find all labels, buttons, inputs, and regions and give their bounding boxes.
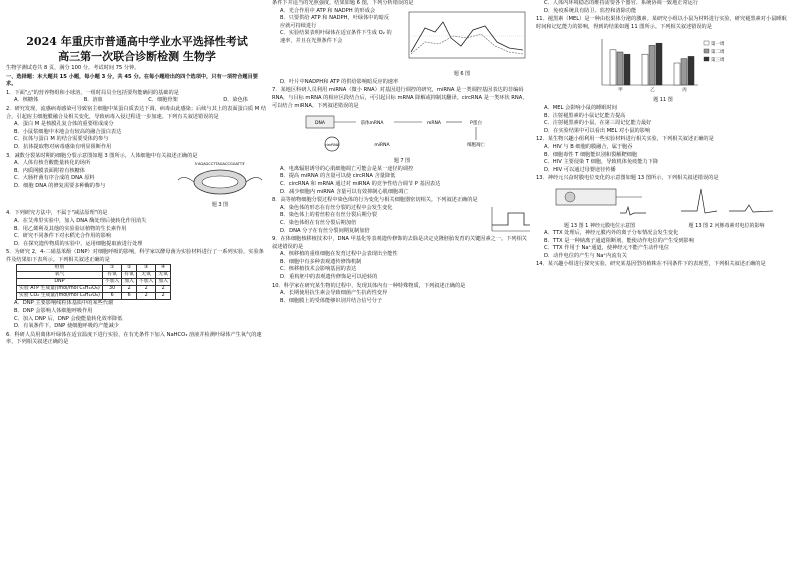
option: A．DNP 主要影响线粒体基质中的某些代谢 [14,300,114,307]
legend-label: 第三周 [711,58,725,64]
option: D．染色体 [223,97,248,104]
table-header: ② [122,265,137,272]
figure-13-1-caption: 题 13 图 1 神经元膜电位示意图 [564,222,635,229]
option: D．抗体提取物对病毒感染有明显阻断作用 [14,143,112,150]
option: A．蛋白 M 是核膜孔复合体的重要组成成分 [14,121,114,128]
option: C．染色体组在有丝分裂后期加倍 [280,219,357,226]
figure-7 [272,112,532,156]
table-cell: 无氧 [156,272,171,279]
question-6-block [272,8,532,79]
table-row [17,279,171,286]
table-row [17,293,171,300]
figure-3 [172,160,268,209]
option: D．免疫系统具有防卫、监控和清除功能 [544,7,637,14]
question-2: 2．研究发现，流感病毒感染可导致宿主细胞中某蛋白质表达下调，病毒由此感染；后续与其上的表面蛋白质 M 结合，引起宿主细胞膜融合及相关变化，导致病毒入侵过程进一步加速。下列有关叙述错误的是 [6,105,267,120]
column-left [6,0,268,562]
option: B．DNP 会影响人体细胞呼吸作用 [14,308,93,315]
option: A．MEL 会影响小鼠的睡眠时间 [544,104,617,111]
question-6-continued: 条件下并适当的光照强度，结果如题 6 图，下列分析错误的是 [272,0,414,6]
table-cell: 不加入 [102,279,121,286]
option: D．在实验结果中可以看出 MEL 对小鼠的影响 [544,127,651,134]
table-cell: DNP [17,279,103,286]
x-tick-label: 丙 [682,88,687,94]
option: B．只要供给 ATP 和 NADPH，叶绿体中的暗反应就可持续进行 [280,15,390,29]
bar-1-1 [649,46,655,86]
dna-replication-diagram [174,160,266,198]
question-1: 1．下面"△"的营养物组和小球溶，一组时局员全包括要均能确同的基础的是 [6,89,179,96]
experiment-table [16,264,171,300]
figure-6-caption: 题 6 图 [453,71,471,78]
oxygen-rate-chart [395,8,529,68]
table-cell: 氧气 [17,272,103,279]
question-4: 4．下列研究方法中，不属于"减法原理"的是 [6,210,108,217]
table-cell: 2 [136,286,155,293]
option: C．加入 DNP 后，DNP 会使能量转化效率降低 [14,315,123,322]
table-cell: 有氧 [102,272,121,279]
question-7: 7．某地区科研人员利用 miRNA（微小 RNA）对基因进行调控的研究，miRNA 是一类调控基因表达的非编码 RNA，与目标 mRNA 的相应区段结合后，可引起目标 mRNA 降解或抑制其翻译。circRNA 是一类环状 RNA，可以结合 miRNA。下列叙述错误的是 [272,87,528,109]
option: D．DNA 分子在有丝分裂间期复制加倍 [280,227,370,234]
step-graph [488,205,532,235]
legend-swatch [704,57,709,61]
table-cell: 实验 CO₂ 生成量/(mol/mol C₆H₁₂O₆) [17,293,103,300]
option: C．大肠杆菌有序合成的 DNA 原料 [14,175,95,182]
option: B．细胞膜上的受体能够识别并结合信号分子 [280,297,383,304]
option: A．人体有核苷酸能量转化的场所 [14,160,91,167]
column-right [536,0,790,562]
fig7-label: P蛋白 [470,121,482,127]
option: A．染色体的形态在有丝分裂的过程中会发生变化 [280,204,393,211]
figure-13-2 [677,183,777,230]
table-cell: 实验 ATP 生成量/(mol/mol C₆H₁₂O₆) [17,286,103,293]
table-cell: 有氧 [122,272,137,279]
bar-1-2 [681,59,687,85]
table-cell: 不加入 [136,279,155,286]
table-cell: 6 [102,293,121,300]
fig7-label: miRNA [374,143,390,149]
fig7-label: 细胞凋亡 [467,143,485,149]
table-cell: 加入 [156,279,171,286]
figure-13 [536,183,790,230]
column-middle [272,0,532,562]
question-9: 9．在体细胞核移植技术中，DNA 甲基化等表观遗传修饰的去除是决定克隆胚胎发育的关键因素之一。下列相关叙述错误的是 [272,236,527,250]
table-cell: 2 [136,293,155,300]
option: A．HIV 与 B 细胞的膜融合，属于胞吞 [544,143,633,150]
option: B．细胞中有多种表观遗传修饰机制 [280,258,362,265]
option: B．注射褪黑素的小鼠记忆能力提高 [544,112,626,119]
legend-swatch [704,49,709,53]
table-cell: 2 [122,286,137,293]
legend-swatch [704,41,709,45]
figure-13-2-caption: 题 13 图 2 河豚毒素对电位的影响 [688,222,765,229]
exam-subtitle: 高三第一次联合诊断检测 生物学 [58,50,216,63]
fig7-label: 前体mRNA [360,121,384,127]
table-header: 组别 [17,265,103,272]
bar-2-2 [688,57,694,86]
x-tick-label: 甲 [618,88,623,94]
figure-13-1 [550,183,650,230]
table-cell: 30 [102,286,121,293]
table-row [17,286,171,293]
figure-3-caption: 题 3 图 [211,201,229,208]
x-tick-label: 乙 [650,88,655,94]
option: B．TTX 是一种钠离子通道阻断剂，能使动作电位的产生受到影响 [544,237,694,244]
option: D．动作电位的产生与 Na⁺内流有关 [544,252,627,259]
table-cell: 2 [156,293,171,300]
question-14: 14．某兴趣小组进行探究实验，研究某基因型的植株在不同条件下的表现型，下列相关叙述正确的是 [536,261,766,268]
legend-label: 第二周 [711,50,725,56]
option: C．细胞骨架 [148,97,178,104]
bar-2-0 [624,55,630,86]
question-3: 3．减数分裂某时期的细胞分裂示意图如题 3 图所示，人体细胞中有关叙述正确的是 [6,152,198,159]
table-cell: 无氧 [136,272,155,279]
figure-11-caption: 题 11 图 [653,97,673,104]
table-header: ① [102,265,121,272]
figure-6 [392,8,532,79]
fig7-label: circRNA [324,142,340,148]
option: A．在艾弗里实验中，加入 DNA 酶处理后使转化作用消失 [14,217,147,224]
option: D．叶片中NADPH和 ATP 的供给影响暗反应的速率 [280,78,399,85]
option: C．circRNA 和 mRNA 通过对 miRNA 的竞争性结合调节 P 基因表达 [280,180,441,187]
option: A．TTX 处理后，神经元膜内外的离子分布情况会发生变化 [544,230,679,237]
question-1-options [6,97,268,105]
option: D．重构胚中的表观遗传修饰是可以逆转的 [280,274,378,281]
option: B．细胞毒性 T 细胞能识别和裂解靶细胞 [544,151,638,158]
bar-0-2 [674,63,680,85]
neuron-diagram [550,183,650,219]
option: B．提高 miRNA 的含量可以使 circRNA 含量降低 [280,173,396,180]
mirna-pathway-diagram [302,112,502,156]
table-header: ④ [156,265,171,272]
question-8-block [272,205,532,235]
table-row [17,272,171,279]
option: C．TTX 作用于 Na⁺通道，使神经元不能产生动作电位 [544,245,670,252]
option: A．核移植的重组细胞在发育过程中会表现出全能性 [280,251,398,258]
bar-2-1 [656,44,662,86]
option: B．染色体上的着丝粒在有丝分裂后期分裂 [280,212,377,219]
bar-0-1 [642,55,648,86]
option: C．实验结果表明叶绿体在适宜条件下生成 O₂ 的速率，并且在光照条件下会 [280,30,392,44]
option: C．抗体与蛋白 M 的结合需要受体的参与 [14,136,109,143]
option: C．HIV 主要侵染 T 细胞，导致机体免疫能力下降 [544,159,659,166]
sleep-memory-bar-chart [588,33,738,95]
fig3-label: 5'AGAGCCTTAGACCGGATT3' [194,162,246,167]
bar-1-0 [617,52,623,85]
exam-title: 2024 年重庆市普通高中学业水平选择性考试 [26,35,248,48]
figure-11 [536,33,790,95]
option: B．小鼠浆细胞中本地会有较高的融合蛋白表达 [14,128,122,135]
option: C．人体内环境稳态的维持需要各个器官、系统协调一致地正常运行 [544,0,699,6]
table-header-row [17,265,171,272]
option: D．减少细胞内 miRNA 含量可以有效抑制心肌细胞凋亡 [280,188,409,195]
fig7-label: DNA [315,121,325,127]
option: D．在探究遗传物质的实验中，运用细胞提取液进行处理 [14,240,143,247]
option: C．核移植技术会影响基因的表达 [280,266,357,273]
legend-label: 第一周 [711,42,725,48]
question-5: 5．为研究 2，4-二硝基苯酚（DNP）对细胞呼吸的影响，科学家以酵母菌为实验材料进行了一系列实验，实验条件及结果如下表所示。下列相关叙述正确的是 [6,249,264,263]
question-3-block [6,160,268,209]
table-cell: 2 [156,286,171,293]
option: B．内质网膜表面附着有核糖体 [14,167,85,174]
question-13: 13．神经元兴奋时膜电位变化的示意图如题 13 图所示，下列相关叙述错误的是 [536,175,719,182]
option: B．溶血 [83,97,103,104]
option: A．核糖体 [14,97,39,104]
question-8: 8．高等植物细胞分裂过程中染色体的行为变化与相关细胞器密切相关。下列叙述正确的是 [272,197,478,204]
exam-meta: 生物学测试卷共 8 页，满分 100 分。考试时间 75 分钟。 [6,65,140,71]
table-header: ③ [136,265,155,272]
option: A．电离辐射诱导的心肌细胞凋亡可能会是某一途径的调控 [280,165,414,172]
option: D．细胞 DNA 的修复需要多种酶的参与 [14,182,106,189]
option: B．用乙烯利及其他的实验验证植物的生长素作用 [14,225,127,232]
ttx-potential-chart [677,183,777,219]
table-cell: 加入 [122,279,137,286]
question-6: 6．科研人员用离体叶绿体在适宜温度下进行实验，在有光条件下加入 NaHCO₃ 溶液并检测叶绿体产生氧气的速率，下列相关叙述正确的是 [6,331,262,346]
option: D．HIV 可以通过母婴途径传播 [544,166,616,173]
question-10: 10．科学家在研究某生物的过程中，发现其体内有一种特殊物质，下列叙述正确的是 [272,282,466,289]
option: C．注射褪黑素的小鼠，在第三周记忆能力最好 [544,120,652,127]
bar-0-0 [610,50,616,85]
question-12: 12．某生物兴趣小组利用一些实验材料进行相关实验，下列相关叙述正确的是 [536,136,714,143]
option: C．研究不同条件下对水稻光合作用的影响 [14,233,111,240]
section-intro: 一、选择题：本大题共 15 小题，每小题 3 分，共 45 分。在每小题给出的四个选项中，只有一项符合题目要求。 [6,73,258,88]
option: A．长期使用抗生素会导致细菌产生抗药性变异 [280,290,388,297]
figure-7-caption: 题 7 图 [393,158,411,165]
option: A．光合作用中 ATP 和 NADPH 的形成会 [280,7,376,14]
question-11: 11．褪黑素（MEL）是一种由松果体分泌的激素。某研究小组以小鼠为材料进行实验，研究褪黑素对小鼠睡眠时间和记忆能力的影响，得到的结果如题 11 图所示。下列相关叙述错误的是 [536,16,787,30]
table-cell: 6 [122,293,137,300]
fig7-label: mRNA [427,121,441,127]
option: D．有氧条件下，DNP 使细胞呼吸的产能减少 [14,323,119,330]
